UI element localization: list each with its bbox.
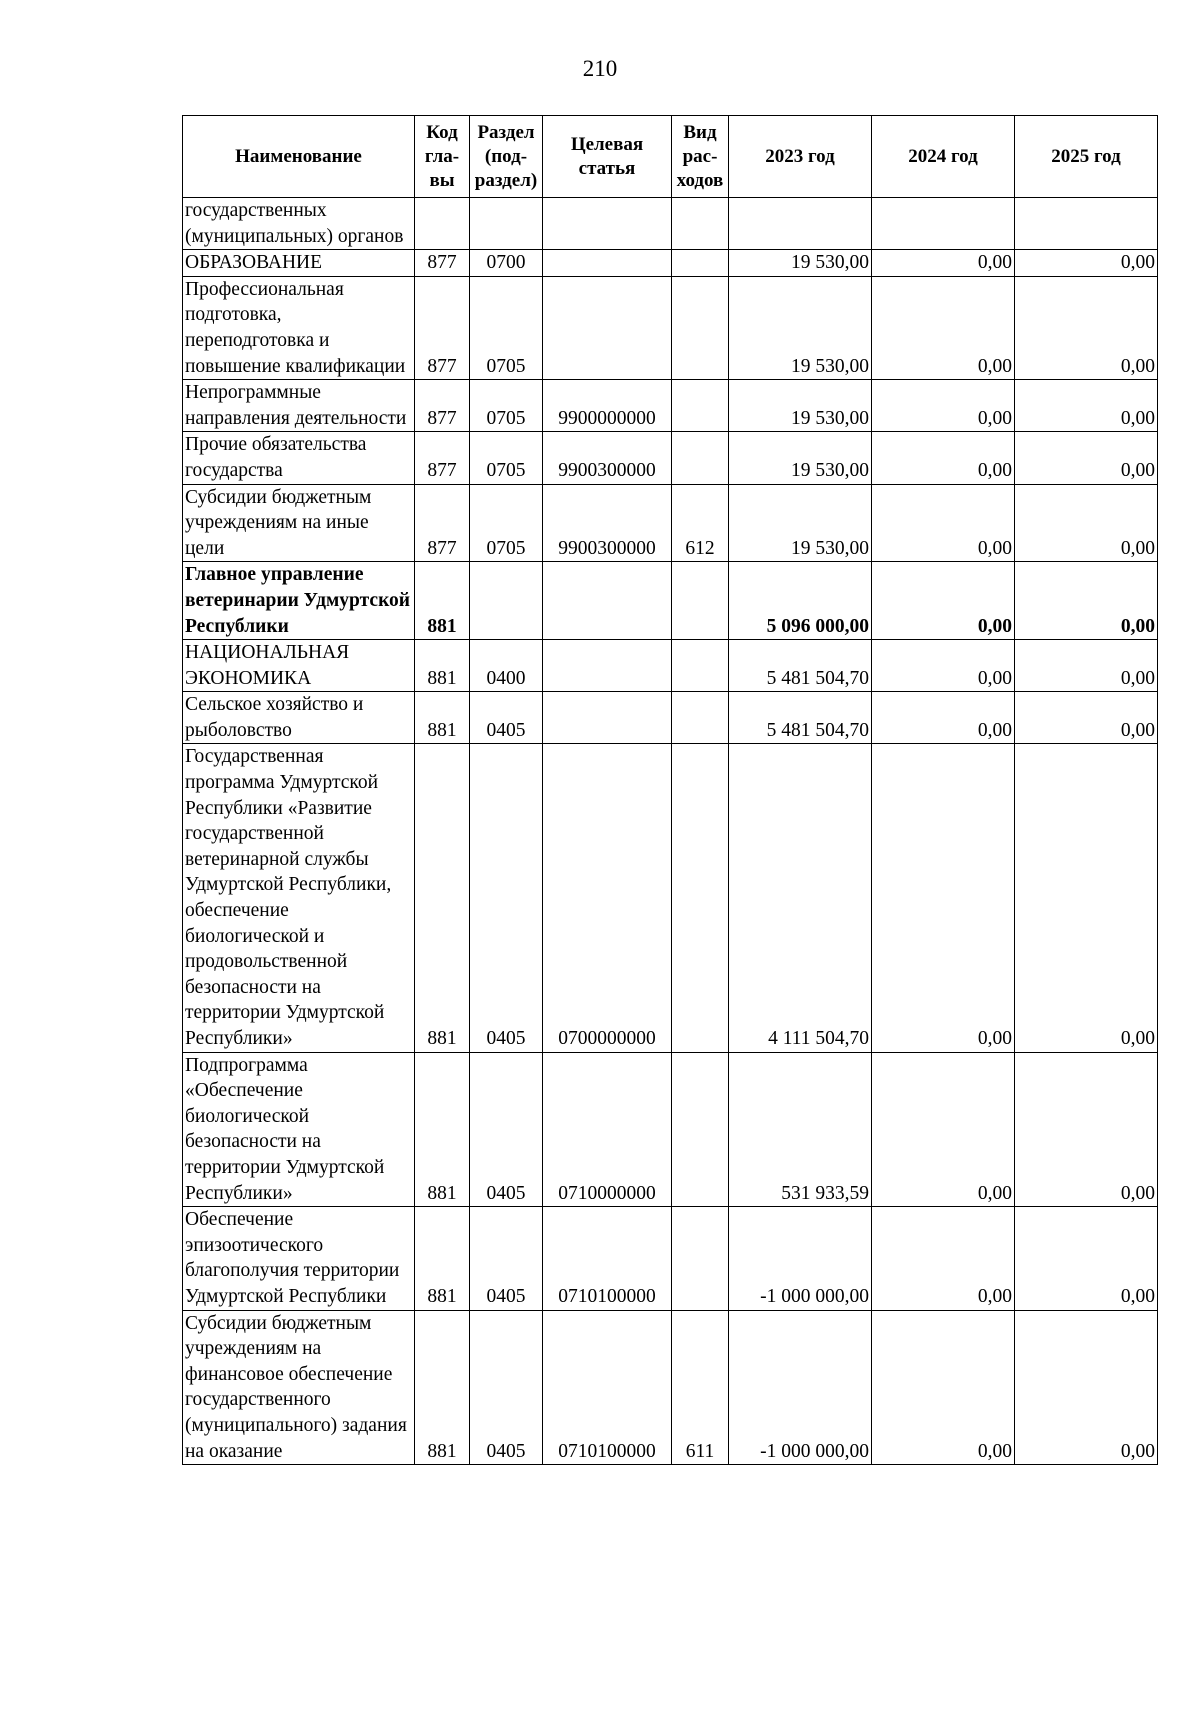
table-row <box>183 562 1158 640</box>
row-section: 0405 <box>470 1310 543 1465</box>
row-target: 0710100000 <box>543 1310 672 1465</box>
row-2025: 0,00 <box>1015 484 1158 562</box>
row-kind <box>672 562 729 640</box>
page-number: 210 <box>582 56 618 81</box>
row-kind <box>672 744 729 1052</box>
row-chapter: 881 <box>415 1310 470 1465</box>
row-name: государственных (муниципальных) органов <box>183 198 415 250</box>
row-2024: 0,00 <box>872 380 1015 432</box>
table-row <box>183 432 1158 484</box>
row-chapter: 881 <box>415 692 470 744</box>
row-name: Прочие обязательства государства <box>183 432 415 484</box>
row-2024: 0,00 <box>872 250 1015 277</box>
table-row <box>183 1310 1158 1465</box>
row-name: Сельское хозяйство и рыболовство <box>183 692 415 744</box>
row-kind <box>672 380 729 432</box>
row-kind: 611 <box>672 1310 729 1465</box>
row-target: 0710000000 <box>543 1052 672 1207</box>
row-2023 <box>729 198 872 250</box>
row-2023: -1 000 000,00 <box>729 1207 872 1310</box>
row-2023: 19 530,00 <box>729 276 872 379</box>
header-2025: 2025 год <box>1015 116 1158 198</box>
row-kind <box>672 276 729 379</box>
row-name: Обеспечение эпизоотического благополучия территории Удмуртской Республики <box>183 1207 415 1310</box>
row-2025: 0,00 <box>1015 432 1158 484</box>
row-chapter: 877 <box>415 432 470 484</box>
row-kind <box>672 432 729 484</box>
row-kind <box>672 1207 729 1310</box>
row-target: 9900300000 <box>543 432 672 484</box>
table-row <box>183 744 1158 1052</box>
row-name: Главное управление ветеринарии Удмуртской Республики <box>183 562 415 640</box>
header-2024: 2024 год <box>872 116 1015 198</box>
table-row <box>183 640 1158 692</box>
row-target <box>543 692 672 744</box>
row-name: Подпрограмма «Обеспечение биологической безопасности на территории Удмуртской Республики» <box>183 1052 415 1207</box>
row-2023: 19 530,00 <box>729 380 872 432</box>
row-2023: -1 000 000,00 <box>729 1310 872 1465</box>
row-section: 0400 <box>470 640 543 692</box>
row-kind: 612 <box>672 484 729 562</box>
row-name: НАЦИОНАЛЬНАЯ ЭКОНОМИКА <box>183 640 415 692</box>
row-2024: 0,00 <box>872 692 1015 744</box>
row-name: Субсидии бюджетным учреждениям на иные цели <box>183 484 415 562</box>
row-section: 0405 <box>470 1207 543 1310</box>
table-row <box>183 1207 1158 1310</box>
row-section <box>470 198 543 250</box>
row-section: 0705 <box>470 432 543 484</box>
row-2024: 0,00 <box>872 562 1015 640</box>
row-chapter: 881 <box>415 562 470 640</box>
row-2025: 0,00 <box>1015 1052 1158 1207</box>
row-name: Государственная программа Удмуртской Республики «Развитие государственной ветеринарной службы Удмуртской Республики, обеспечение биологической и продовольственной безопасности на территории Удмуртской Республики» <box>183 744 415 1052</box>
row-name: ОБРАЗОВАНИЕ <box>183 250 415 277</box>
row-target <box>543 276 672 379</box>
row-target: 9900000000 <box>543 380 672 432</box>
row-section: 0405 <box>470 744 543 1052</box>
row-2024: 0,00 <box>872 432 1015 484</box>
row-2025 <box>1015 198 1158 250</box>
table-row <box>183 380 1158 432</box>
row-2024: 0,00 <box>872 276 1015 379</box>
row-2023: 5 481 504,70 <box>729 640 872 692</box>
row-2023: 19 530,00 <box>729 484 872 562</box>
row-2025: 0,00 <box>1015 692 1158 744</box>
row-section: 0705 <box>470 484 543 562</box>
row-kind <box>672 640 729 692</box>
header-target: Целевая статья <box>543 116 672 198</box>
table-row <box>183 198 1158 250</box>
row-name: Профессиональная подготовка, переподготовка и повышение квалификации <box>183 276 415 379</box>
row-2023: 5 096 000,00 <box>729 562 872 640</box>
table-row <box>183 1052 1158 1207</box>
row-section: 0405 <box>470 692 543 744</box>
row-name: Непрограммные направления деятельности <box>183 380 415 432</box>
row-2023: 19 530,00 <box>729 432 872 484</box>
row-section: 0705 <box>470 380 543 432</box>
row-2025: 0,00 <box>1015 744 1158 1052</box>
table-row <box>183 484 1158 562</box>
row-2025: 0,00 <box>1015 1310 1158 1465</box>
row-kind <box>672 250 729 277</box>
row-target: 0700000000 <box>543 744 672 1052</box>
row-2024: 0,00 <box>872 484 1015 562</box>
row-kind <box>672 692 729 744</box>
row-2024: 0,00 <box>872 1310 1015 1465</box>
row-target: 0710100000 <box>543 1207 672 1310</box>
row-2024: 0,00 <box>872 1207 1015 1310</box>
row-2025: 0,00 <box>1015 276 1158 379</box>
table-row <box>183 250 1158 277</box>
row-chapter <box>415 198 470 250</box>
row-chapter: 881 <box>415 744 470 1052</box>
row-2023: 531 933,59 <box>729 1052 872 1207</box>
row-2024: 0,00 <box>872 640 1015 692</box>
row-chapter: 877 <box>415 484 470 562</box>
header-kind: Вид рас- ходов <box>672 116 729 198</box>
row-2025: 0,00 <box>1015 1207 1158 1310</box>
row-kind <box>672 1052 729 1207</box>
row-chapter: 877 <box>415 276 470 379</box>
row-2025: 0,00 <box>1015 562 1158 640</box>
row-chapter: 881 <box>415 1052 470 1207</box>
row-section: 0700 <box>470 250 543 277</box>
row-target <box>543 198 672 250</box>
budget-table <box>182 115 1158 1465</box>
header-chapter: Код гла- вы <box>415 116 470 198</box>
row-target <box>543 250 672 277</box>
row-section: 0705 <box>470 276 543 379</box>
row-chapter: 881 <box>415 1207 470 1310</box>
row-section <box>470 562 543 640</box>
row-2025: 0,00 <box>1015 380 1158 432</box>
row-name: Субсидии бюджетным учреждениям на финансовое обеспечение государственного (муниципального) задания на оказание <box>183 1310 415 1465</box>
header-section: Раздел (под- раздел) <box>470 116 543 198</box>
row-chapter: 881 <box>415 640 470 692</box>
row-2024 <box>872 198 1015 250</box>
table-row <box>183 276 1158 379</box>
row-2023: 4 111 504,70 <box>729 744 872 1052</box>
row-2023: 19 530,00 <box>729 250 872 277</box>
row-section: 0405 <box>470 1052 543 1207</box>
row-chapter: 877 <box>415 250 470 277</box>
header-2023: 2023 год <box>729 116 872 198</box>
row-target: 9900300000 <box>543 484 672 562</box>
row-2023: 5 481 504,70 <box>729 692 872 744</box>
row-2024: 0,00 <box>872 744 1015 1052</box>
header-name: Наименование <box>183 116 415 198</box>
row-kind <box>672 198 729 250</box>
header-row <box>183 116 1158 198</box>
row-2024: 0,00 <box>872 1052 1015 1207</box>
row-chapter: 877 <box>415 380 470 432</box>
table-row <box>183 692 1158 744</box>
row-2025: 0,00 <box>1015 250 1158 277</box>
row-2025: 0,00 <box>1015 640 1158 692</box>
row-target <box>543 562 672 640</box>
row-target <box>543 640 672 692</box>
